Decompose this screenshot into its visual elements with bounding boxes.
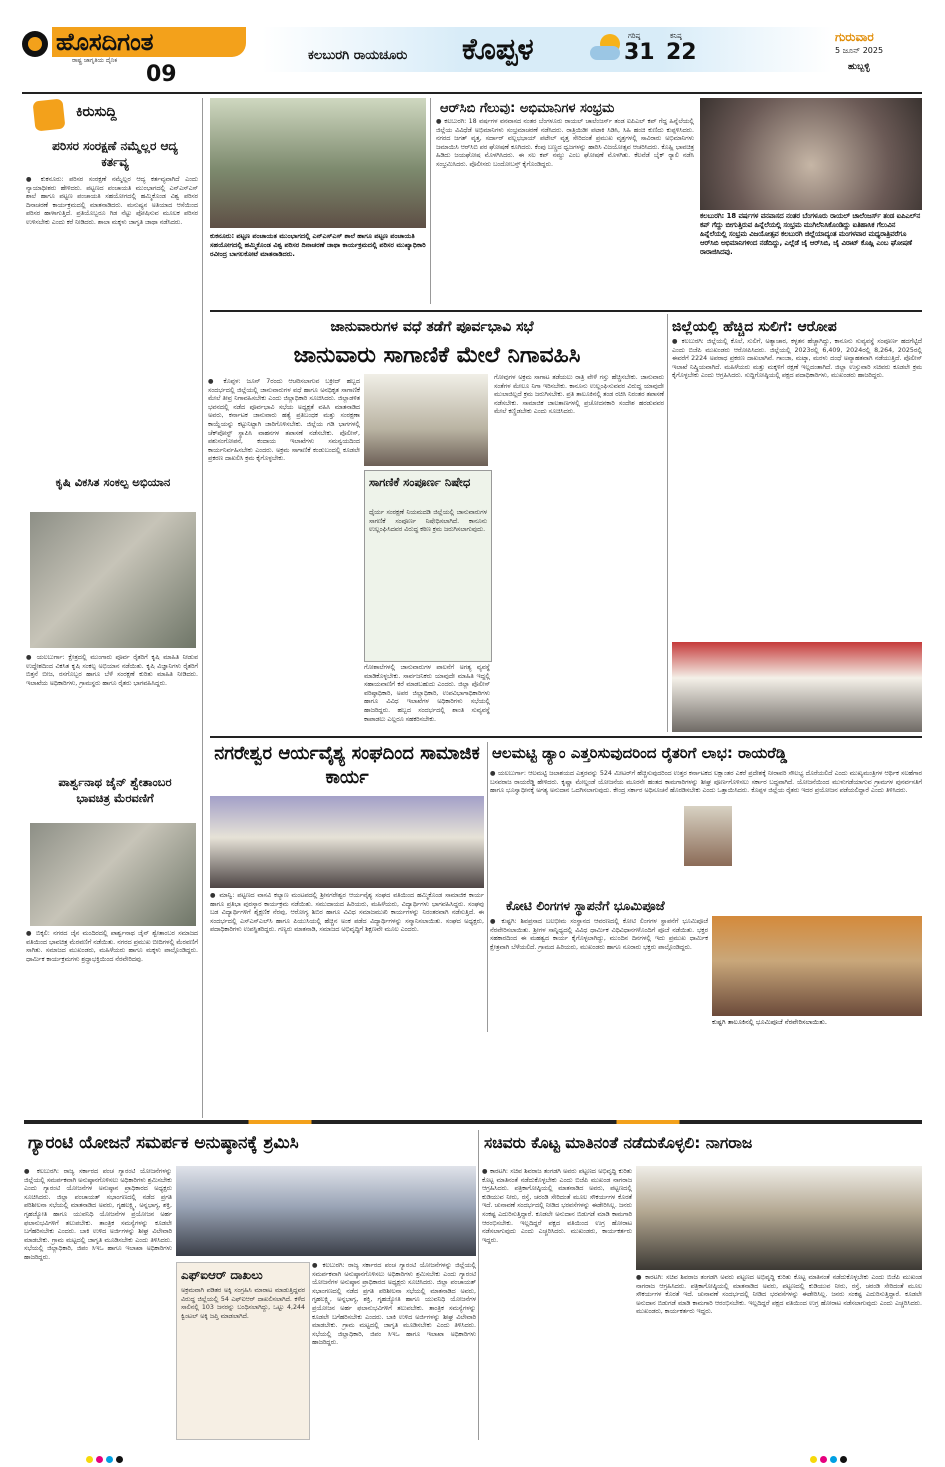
fort-body: ● ಕುಷ್ಟಗಿ: ಶಿವಪ್ರಸಾದ ಬಲಭೀಮ ಸಂಸ್ಥಾನದ ಆವರಣದಲ್ಲಿ ಕೋಟಿ ಲಿಂಗಗಳ ಸ್ಥಾಪನೆಗೆ ಭೂಮಿಪೂಜೆ ನೆರವೇರಿಸಲಾಯಿತು. ಶ್ರೀಗಳ ಸಾನ್ನಿಧ್ಯದಲ್ಲಿ ವಿವಿಧ ಧಾರ್ಮಿಕ ವಿಧಿವಿಧಾನಗಳೊಂದಿಗೆ ಪೂಜೆ ನಡೆಯಿತು. ಭಕ್ತರ ಸಹಕಾರದಿಂದ ಈ ಮಹತ್ವದ ಕಾರ್ಯ ಕೈಗೊಳ್ಳಲಾಗಿದ್ದು, ಮುಂದಿನ ದಿನಗಳಲ್ಲಿ ಇದು ಪ್ರಮುಖ ಧಾರ್ಮಿಕ ಕ್ಷೇತ್ರವಾಗಿ ಬೆಳೆಯಲಿದೆ. ಗ್ರಾಮದ ಹಿರಿಯರು, ಮುಖಂಡರು ಹಾಗೂ ನೂರಾರು ಭಕ್ತರು ಪಾಲ್ಗೊಂಡಿದ್ದರು. — [490, 918, 708, 951]
restriction-box — [364, 470, 492, 662]
brief-3-text: ● ಬಿಕ್ಕಲಿ: ನಗರದ ಜೈನ ಮಂದಿರದಲ್ಲಿ ಪಾರ್ಶ್ವನಾಥ ಜೈನ್ ಶ್ವೇತಾಂಬರ ಸಮಾಜದ ವತಿಯಿಂದ ಭಾವಚಿತ್ರ ಮೆರವಣಿಗೆ ನಡೆಯಿತು. ನಗರದ ಪ್ರಮುಖ ಬೀದಿಗಳಲ್ಲಿ ಮೆರವಣಿಗೆ ಸಾಗಿತು. ಸಮಾಜದ ಮುಖಂಡರು, ಮಹಿಳೆಯರು ಹಾಗೂ ಮಕ್ಕಳು ಪಾಲ್ಗೊಂಡಿದ್ದರು. ಧಾರ್ಮಿಕ ಕಾರ್ಯಕ್ರಮಗಳು ಶ್ರದ್ಧಾಭಕ್ತಿಯಿಂದ ನೆರವೇರಿದವು. — [26, 930, 198, 963]
fir-box-text: ಅಕ್ರಮವಾಗಿ ಪಡಿತರ ಅಕ್ಕಿ ಸಂಗ್ರಹಿಸಿ ಮಾರಾಟ ಮಾಡುತ್ತಿದ್ದವರ ವಿರುದ್ಧ ಜಿಲ್ಲೆಯಲ್ಲಿ 54 ಎಫ್‌ಐಆರ್ ದಾಖಲಿಸಲಾಗಿದೆ. ಕಳೆದ ಸಾಲಿನಲ್ಲಿ 103 ಜನರನ್ನು ಬಂಧಿಸಲಾಗಿದ್ದು, ಒಟ್ಟು 4,244 ಕ್ವಿಂಟಲ್ ಅಕ್ಕಿ ಜಪ್ತಿ ಮಾಡಲಾಗಿದೆ. — [181, 1287, 305, 1320]
weather-icon — [590, 34, 626, 64]
fir-box — [176, 1262, 310, 1440]
cattle-divider — [667, 314, 668, 732]
event-photo — [210, 98, 426, 228]
arya-divider — [487, 742, 488, 1032]
region-label: ಕಲಬುರಗಿ ರಾಯಚೂರು — [308, 48, 408, 63]
rayareddy-photo — [684, 806, 732, 866]
section-rule-2 — [210, 736, 922, 738]
press-meet-photo — [672, 642, 922, 732]
hand-icon — [33, 99, 66, 132]
brand-name: ಹೊಸದಿಗಂತ — [52, 27, 246, 57]
fir-box-title: ಎಫ್‌ಐಆರ್ ದಾಖಲು — [181, 1268, 263, 1282]
min-temp: 22 — [666, 40, 697, 65]
event-photo-caption: ಕುಕನೂರು: ಪಟ್ಟಣ ಪಂಚಾಯತ ಮುಂಭಾಗದಲ್ಲಿ ಎನ್‌ಎಸ್ಎಸ್ ಶಾಲೆ ಹಾಗೂ ಪಟ್ಟಣ ಪಂಚಾಯತಿ ಸಹಯೋಗದಲ್ಲಿ ಹಮ್ಮಿಕೊಂಡ ವಿಶ್ವ ಪರಿಸರ ದಿನಾಚರಣೆ ಜಾಥಾ ಕಾರ್ಯಕ್ರಮದಲ್ಲಿ ಪರಿಸರ ಮುಖ್ಯಾಧಿಕಾರಿ ರವೀಂದ್ರ ಬಾಗಲಕೋಟೆ ಮಾತನಾಡಿದರು. — [210, 232, 426, 258]
crowd-photo-caption: ಕಲಬುರಗಿ: 18 ವರ್ಷಗಳ ವನವಾಸದ ನಂತರ ಬೆಂಗಳೂರು ರಾಯಲ್ ಚಾಲೆಂಜರ್ಸ್ ತಂಡ ಐಪಿಎಲ್‌ನ ಕಪ್ ಗೆದ್ದು ಬೀಗುತ್ತಿರುವ ಹಿನ್ನೆಲೆಯಲ್ಲಿ ಸಂಭ್ರಮ ಮುಗಿಲೆನಿಸಿಕೊಂಡಿದ್ದು ಐತಿಹಾಸಿಕ ಗೆಲುವಿನ ಹಿನ್ನೆಲೆಯಲ್ಲಿ ಸಂಭ್ರಮ ವಿಜಯೋತ್ಸವ ಕಲಬುರಗಿ ಜಿಲ್ಲೆಯಾದ್ಯಂತ ಮಂಗಳವಾರ ಮಧ್ಯರಾತ್ರಿವರೆಗೂ ಆರ್‌ಸಿಬಿ ಅಭಿಮಾನಿಗಳಿಂದ ನಡೆದಿದ್ದು, ಎಲ್ಲೆಡೆ ಜೈ ಆರ್‌ಸಿಬಿ, ಜೈ ವಿರಾಟ್ ಕೊಹ್ಲಿ ಎಂಬ ಘೋಷಣೆ ರಾರಾಜಿಸಿದವು. — [700, 212, 921, 256]
cattle-kicker: ಜಾನುವಾರುಗಳ ವಧೆ ತಡೆಗೆ ಪೂರ್ವಭಾವಿ ಸಭೆ — [330, 319, 534, 335]
brand-emblem-icon — [22, 31, 48, 57]
fort-headline: ಕೋಟಿ ಲಿಂಗಗಳ ಸ್ಥಾಪನೆಗೆ ಭೂಮಿಪೂಜೆ — [506, 898, 665, 913]
min-temp-label: ಕನಿಷ್ಠ — [670, 32, 682, 40]
arya-photo — [210, 796, 484, 888]
cattle-headline: ಜಾನುವಾರು ಸಾಗಾಣಿಕೆ ಮೇಲೆ ನಿಗಾವಹಿಸಿ — [293, 343, 581, 368]
guarantee-body-2: ● ಕಲಬುರಗಿ: ರಾಜ್ಯ ಸರ್ಕಾರದ ಪಂಚ ಗ್ಯಾರಂಟಿ ಯೋಜನೆಗಳನ್ನು ಜಿಲ್ಲೆಯಲ್ಲಿ ಸಮರ್ಪಕವಾಗಿ ಅನುಷ್ಠಾನಗೊಳಿಸಲು ಅಧಿಕಾರಿಗಳು ಶ್ರಮಿಸಬೇಕು ಎಂದು ಗ್ಯಾರಂಟಿ ಯೋಜನೆಗಳ ಅನುಷ್ಠಾನ ಪ್ರಾಧಿಕಾರದ ಅಧ್ಯಕ್ಷರು ಸೂಚಿಸಿದರು. ಜಿಲ್ಲಾ ಪಂಚಾಯತ್ ಸಭಾಂಗಣದಲ್ಲಿ ನಡೆದ ಪ್ರಗತಿ ಪರಿಶೀಲನಾ ಸಭೆಯಲ್ಲಿ ಮಾತನಾಡಿದ ಅವರು, ಗೃಹಲಕ್ಷ್ಮಿ, ಅನ್ನಭಾಗ್ಯ, ಶಕ್ತಿ, ಗೃಹಜ್ಯೋತಿ ಹಾಗೂ ಯುವನಿಧಿ ಯೋಜನೆಗಳ ಪ್ರಯೋಜನ ಅರ್ಹ ಫಲಾನುಭವಿಗಳಿಗೆ ತಲುಪಬೇಕು. ತಾಂತ್ರಿಕ ಸಮಸ್ಯೆಗಳನ್ನು ಕೂಡಲೇ ಬಗೆಹರಿಸಬೇಕು ಎಂದರು. ಬಾಕಿ ಉಳಿದ ಅರ್ಜಿಗಳನ್ನು ಶೀಘ್ರ ವಿಲೇವಾರಿ ಮಾಡಬೇಕು. ಗ್ರಾಮ ಮಟ್ಟದಲ್ಲಿ ಜಾಗೃತಿ ಮೂಡಿಸಬೇಕು ಎಂದು ತಿಳಿಸಿದರು. ಸಭೆಯಲ್ಲಿ ಜಿಲ್ಲಾಧಿಕಾರಿ, ಜಿಪಂ ಸಿಇಒ ಹಾಗೂ ಇಲಾಖಾ ಅಧಿಕಾರಿಗಳು ಹಾಜರಿದ್ದರು. — [312, 1262, 476, 1347]
brand-tagline: ರಾಷ್ಟ್ರ ಜಾಗೃತಿಯ ದೈನಿಕ — [72, 57, 118, 64]
kirusuddi-column — [24, 98, 200, 1098]
registration-marks-right — [810, 1448, 850, 1467]
bottom-divider — [478, 1130, 479, 1440]
page-number: 09 — [146, 62, 177, 87]
kirusuddi-header — [24, 98, 200, 130]
max-temp-label: ಗರಿಷ್ಠ — [628, 32, 641, 40]
masthead — [0, 0, 945, 92]
dam-body: ● ಯಲಬುರ್ಗಾ: ಆಲಮಟ್ಟಿ ಜಲಾಶಯದ ಎತ್ತರವನ್ನು 524 ಮೀಟರ್‌ಗೆ ಹೆಚ್ಚಿಸುವುದರಿಂದ ಉತ್ತರ ಕರ್ನಾಟಕದ ಲಕ್ಷಾಂತರ ಎಕರೆ ಪ್ರದೇಶಕ್ಕೆ ನೀರಾವರಿ ಸೌಲಭ್ಯ ದೊರೆಯಲಿದೆ ಎಂದು ಮುಖ್ಯಮಂತ್ರಿಗಳ ಆರ್ಥಿಕ ಸಲಹೆಗಾರ ಬಸವರಾಜ ರಾಯರೆಡ್ಡಿ ಹೇಳಿದರು. ಕೃಷ್ಣಾ ಮೇಲ್ದಂಡೆ ಯೋಜನೆಯ ಮೂರನೇ ಹಂತದ ಕಾಮಗಾರಿಗಳನ್ನು ಶೀಘ್ರ ಪೂರ್ಣಗೊಳಿಸಲು ಸರ್ಕಾರ ಬದ್ಧವಾಗಿದೆ. ಯೋಜನೆಯಿಂದ ಮುಳುಗಡೆಯಾಗುವ ಗ್ರಾಮಗಳ ಪುನರ್ವಸತಿಗೆ ಹಾಗೂ ಭೂಸ್ವಾಧೀನಕ್ಕೆ ಅಗತ್ಯ ಅನುದಾನ ಒದಗಿಸಲಾಗುವುದು. ಕೇಂದ್ರ ಸರ್ಕಾರ ಅಧಿಸೂಚನೆ ಹೊರಡಿಸಬೇಕು ಎಂದು ಒತ್ತಾಯಿಸಿದರು. ಕೊಪ್ಪಳ ಜಿಲ್ಲೆಯ ರೈತರು ಇದರ ಪ್ರಯೋಜನ ಪಡೆಯಲಿದ್ದಾರೆ ಎಂದು ತಿಳಿಸಿದರು. — [490, 770, 922, 795]
restriction-box-text: ಧೈರ್ಯ ಸಂರಕ್ಷಣೆ ನಿಯಮದಡಿ ಜಿಲ್ಲೆಯಲ್ಲಿ ಜಾನುವಾರುಗಳ ಸಾಗಣಿಕೆ ಸಂಪೂರ್ಣ ನಿಷೇಧಿಸಲಾಗಿದೆ. ಕಾನೂನು ಉಲ್ಲಂಘಿಸಿದವರ ವಿರುದ್ಧ ಕಠಿಣ ಕ್ರಮ ಜರುಗಿಸಲಾಗುವುದು. — [369, 509, 487, 534]
top-story-body: ● ಕಲಬುರಗಿ: 18 ವರ್ಷಗಳ ವನವಾಸದ ನಂತರ ಬೆಂಗಳೂರು ರಾಯಲ್ ಚಾಲೆಂಜರ್ಸ್ ತಂಡ ಐಪಿಎಲ್ ಕಪ್ ಗೆದ್ದ ಹಿನ್ನೆಲೆಯಲ್ಲಿ ಜಿಲ್ಲೆಯ ವಿವಿಧೆಡೆ ಅಭಿಮಾನಿಗಳು ಸಂಭ್ರಮಾಚರಣೆ ನಡೆಸಿದರು. ರಾತ್ರಿಯಿಡೀ ಪಟಾಕಿ ಸಿಡಿಸಿ, ಸಿಹಿ ಹಂಚಿ ಕುಣಿದು ಕುಪ್ಪಳಿಸಿದರು. ನಗರದ ಜಗತ್ ವೃತ್ತ, ಸರ್ದಾರ್ ವಲ್ಲಭಭಾಯ್ ಪಟೇಲ್ ವೃತ್ತ ಸೇರಿದಂತೆ ಪ್ರಮುಖ ವೃತ್ತಗಳಲ್ಲಿ ಸಾವಿರಾರು ಅಭಿಮಾನಿಗಳು ಜಮಾಯಿಸಿ ಆರ್‌ಸಿಬಿ ಪರ ಘೋಷಣೆ ಕೂಗಿದರು. ಕೆಂಪು ಬಣ್ಣದ ಧ್ವಜಗಳನ್ನು ಹಾರಿಸಿ ವಿಜಯೋತ್ಸವ ಆಚರಿಸಿದರು. ಕೊಹ್ಲಿ ಭಾವಚಿತ್ರ ಹಿಡಿದು ಜಯಘೋಷ ಮೊಳಗಿಸಿದರು. ಈ ಸಲ ಕಪ್ ನಮ್ದು ಎಂಬ ಘೋಷಣೆ ಮೊಳಗಿತು. ಕೆಲವೆಡೆ ಬೈಕ್ ರ‍್ಯಾಲಿ ನಡೆಸಿ ಸಂಭ್ರಮಿಸಿದರು. ಪೊಲೀಸರು ಬಂದೋಬಸ್ತ್ ಕೈಗೊಂಡಿದ್ದರು. — [436, 118, 694, 168]
masthead-rule — [22, 92, 922, 94]
brief-2-photo — [30, 512, 196, 648]
brief-3-title: ಪಾರ್ಶ್ವನಾಥ ಜೈನ್ ಶ್ವೇತಾಂಬರ ಭಾವಚಿತ್ರ ಮೆರವಣಿಗೆ — [58, 775, 172, 805]
top-story-divider — [430, 98, 431, 304]
arya-body: ● ಮಾನ್ವಿ: ಪಟ್ಟಣದ ವಾಸವಿ ಕಲ್ಯಾಣ ಮಂಟಪದಲ್ಲಿ ಶ್ರೀನಗರೇಶ್ವರ ಆರ್ಯವೈಶ್ಯ ಸಂಘದ ವತಿಯಿಂದ ಹಮ್ಮಿಕೊಂಡ ಸಾಮಾಜಿಕ ಕಾರ್ಯ ಹಾಗೂ ಪ್ರತಿಭಾ ಪುರಸ್ಕಾರ ಕಾರ್ಯಕ್ರಮ ನಡೆಯಿತು. ಸಮುದಾಯದ ಹಿರಿಯರು, ಮಹಿಳೆಯರು, ವಿದ್ಯಾರ್ಥಿಗಳು ಭಾಗವಹಿಸಿದ್ದರು. ಸಂಘವು ಬಡ ವಿದ್ಯಾರ್ಥಿಗಳಿಗೆ ಶೈಕ್ಷಣಿಕ ನೆರವು, ಆರೋಗ್ಯ ಶಿಬಿರ ಹಾಗೂ ವಿವಿಧ ಸಮಾಜಮುಖಿ ಕಾರ್ಯಗಳನ್ನು ನಿರಂತರವಾಗಿ ನಡೆಸುತ್ತಿದೆ. ಈ ಸಂದರ್ಭದಲ್ಲಿ ಎಸ್ಎಸ್ಎಲ್‌ಸಿ ಹಾಗೂ ಪಿಯುಸಿಯಲ್ಲಿ ಹೆಚ್ಚಿನ ಅಂಕ ಪಡೆದ ವಿದ್ಯಾರ್ಥಿಗಳನ್ನು ಸನ್ಮಾನಿಸಲಾಯಿತು. ಸಂಘದ ಅಧ್ಯಕ್ಷರು, ಪದಾಧಿಕಾರಿಗಳು ಉಪಸ್ಥಿತರಿದ್ದರು. ಗಣ್ಯರು ಮಾತನಾಡಿ, ಸಮಾಜದ ಅಭಿವೃದ್ಧಿಗೆ ಶಿಕ್ಷಣವೇ ಮೂಲ ಎಂದರು. — [210, 892, 484, 934]
cattle-body-2: ಗೋಶಾಲೆಗಳಲ್ಲಿ ಜಾನುವಾರುಗಳ ಪಾಲನೆಗೆ ಅಗತ್ಯ ವ್ಯವಸ್ಥೆ ಮಾಡಿಕೊಳ್ಳಬೇಕು. ಸಾರ್ವಜನಿಕರು ಯಾವುದೇ ಮಾಹಿತಿ ಇದ್ದಲ್ಲಿ ಸಹಾಯವಾಣಿಗೆ ಕರೆ ಮಾಡಬಹುದು ಎಂದರು. ಜಿಲ್ಲಾ ಪೊಲೀಸ್ ವರಿಷ್ಠಾಧಿಕಾರಿ, ಅಪರ ಜಿಲ್ಲಾಧಿಕಾರಿ, ಉಪವಿಭಾಗಾಧಿಕಾರಿಗಳು ಹಾಗೂ ವಿವಿಧ ಇಲಾಖೆಗಳ ಅಧಿಕಾರಿಗಳು ಸಭೆಯಲ್ಲಿ ಹಾಜರಿದ್ದರು. ಹಬ್ಬದ ಸಂದರ್ಭದಲ್ಲಿ ಶಾಂತಿ ಸುವ್ಯವಸ್ಥೆ ಕಾಪಾಡಲು ಎಲ್ಲರೂ ಸಹಕರಿಸಬೇಕು. — [364, 664, 490, 723]
brief-2-title: ಕೃಷಿ ವಿಕಸಿತ ಸಂಕಲ್ಪ ಅಭಿಯಾನ — [55, 475, 171, 489]
cattle-body-1: ● ಕೊಪ್ಪಳ: ಜೂನ್ 7ರಂದು ಆಚರಿಸಲಾಗುವ ಬಕ್ರೀದ್ ಹಬ್ಬದ ಸಂದರ್ಭದಲ್ಲಿ ಜಿಲ್ಲೆಯಲ್ಲಿ ಜಾನುವಾರುಗಳ ವಧೆ ಹಾಗೂ ಅನಧಿಕೃತ ಸಾಗಾಣಿಕೆ ಮೇಲೆ ತೀವ್ರ ನಿಗಾವಹಿಸಬೇಕು ಎಂದು ಜಿಲ್ಲಾಧಿಕಾರಿ ಸೂಚಿಸಿದರು. ಜಿಲ್ಲಾಡಳಿತ ಭವನದಲ್ಲಿ ನಡೆದ ಪೂರ್ವಭಾವಿ ಸಭೆಯ ಅಧ್ಯಕ್ಷತೆ ವಹಿಸಿ ಮಾತನಾಡಿದ ಅವರು, ಕರ್ನಾಟಕ ಜಾನುವಾರು ಹತ್ಯೆ ಪ್ರತಿಬಂಧಕ ಮತ್ತು ಸಂರಕ್ಷಣಾ ಕಾಯ್ದೆಯನ್ನು ಕಟ್ಟುನಿಟ್ಟಾಗಿ ಜಾರಿಗೊಳಿಸಬೇಕು. ಜಿಲ್ಲೆಯ ಗಡಿ ಭಾಗಗಳಲ್ಲಿ ಚೆಕ್‌ಪೋಸ್ಟ್ ಸ್ಥಾಪಿಸಿ ವಾಹನಗಳ ತಪಾಸಣೆ ನಡೆಸಬೇಕು. ಪೊಲೀಸ್, ಪಶುಸಂಗೋಪನೆ, ಕಂದಾಯ ಇಲಾಖೆಗಳು ಸಮನ್ವಯದಿಂದ ಕಾರ್ಯನಿರ್ವಹಿಸಬೇಕು ಎಂದರು. ಅಕ್ರಮ ಸಾಗಾಣಿಕೆ ಕಂಡುಬಂದಲ್ಲಿ ಕೂಡಲೇ ಪ್ರಕರಣ ದಾಖಲಿಸಿ ಕ್ರಮ ಕೈಗೊಳ್ಳಬೇಕು. — [208, 378, 360, 463]
kirusuddi-divider — [202, 98, 203, 1118]
edition-title: ಕೊಪ್ಪಳ — [462, 32, 534, 67]
cattle-body-3: ಗೋವುಗಳ ಅಕ್ರಮ ಸಾಗಾಟ ತಡೆಯಲು ರಾತ್ರಿ ವೇಳೆ ಗಸ್ತು ಹೆಚ್ಚಿಸಬೇಕು. ಜಾನುವಾರು ಸಂತೆಗಳ ಮೇಲೂ ನಿಗಾ ಇರಿಸಬೇಕು. ಕಾನೂನು ಉಲ್ಲಂಘಿಸುವವರ ವಿರುದ್ಧ ಯಾವುದೇ ಮುಲಾಜಿಲ್ಲದೆ ಕ್ರಮ ಜರುಗಿಸಬೇಕು. ಪ್ರತಿ ತಾಲೂಕಿನಲ್ಲಿ ತಂಡ ರಚಿಸಿ ನಿರಂತರ ತಪಾಸಣೆ ನಡೆಸಬೇಕು. ಸಾಮಾಜಿಕ ಜಾಲತಾಣಗಳಲ್ಲಿ ಪ್ರಚೋದನಕಾರಿ ಸಂದೇಶ ಹರಡುವವರ ಮೇಲೆ ಕಣ್ಣಿಡಬೇಕು ಎಂದು ಸೂಚಿಸಿದರು. — [494, 374, 664, 416]
fort-photo — [712, 916, 922, 1016]
guarantee-headline: ಗ್ಯಾರಂಟಿ ಯೋಜನೆ ಸಮರ್ಪಕ ಅನುಷ್ಠಾನಕ್ಕೆ ಶ್ರಮಿಸಿ — [28, 1133, 299, 1153]
brief-3-photo — [30, 823, 196, 926]
section-rule-1 — [210, 310, 922, 312]
crowd-photo — [700, 98, 922, 210]
day-label: ಗುರುವಾರ — [835, 30, 874, 44]
minister-body: ● ಕಾರಟಗಿ: ಸಚಿವ ಶಿವರಾಜ ತಂಗಡಗಿ ಅವರು ಪಟ್ಟಣದ ಅಭಿವೃದ್ಧಿ ಕುರಿತು ಕೊಟ್ಟ ಮಾತಿನಂತೆ ನಡೆದುಕೊಳ್ಳಬೇಕು ಎಂದು ಬಿಜೆಪಿ ಮುಖಂಡ ನಾಗರಾಜ ಆಗ್ರಹಿಸಿದರು. ಪತ್ರಿಕಾಗೋಷ್ಠಿಯಲ್ಲಿ ಮಾತನಾಡಿದ ಅವರು, ಪಟ್ಟಣದಲ್ಲಿ ಕುಡಿಯುವ ನೀರು, ರಸ್ತೆ, ಚರಂಡಿ ಸೇರಿದಂತೆ ಮೂಲ ಸೌಕರ್ಯಗಳ ಕೊರತೆ ಇದೆ. ಚುನಾವಣೆ ಸಂದರ್ಭದಲ್ಲಿ ನೀಡಿದ ಭರವಸೆಗಳನ್ನು ಈಡೇರಿಸಿಲ್ಲ. ಜನರು ಸಂಕಷ್ಟ ಎದುರಿಸುತ್ತಿದ್ದಾರೆ. ಕೂಡಲೇ ಅನುದಾನ ಬಿಡುಗಡೆ ಮಾಡಿ ಕಾಮಗಾರಿ ಆರಂಭಿಸಬೇಕು. ಇಲ್ಲದಿದ್ದರೆ ಪಕ್ಷದ ವತಿಯಿಂದ ಉಗ್ರ ಹೋರಾಟ ನಡೆಸಲಾಗುವುದು ಎಂದು ಎಚ್ಚರಿಸಿದರು. ಮುಖಂಡರು, ಕಾರ್ಯಕರ್ತರು ಇದ್ದರು. — [482, 1168, 632, 1244]
guarantee-photo — [176, 1166, 476, 1256]
registration-marks-left — [86, 1448, 126, 1467]
dam-headline: ಆಲಮಟ್ಟಿ ಡ್ಯಾಂ ಎತ್ತರಿಸುವುದರಿಂದ ರೈತರಿಗೆ ಲಾಭ: ರಾಯರೆಡ್ಡಿ — [492, 744, 788, 762]
brief-1-text: ● ಕುಕನೂರು: ಪರಿಸರ ಸಂರಕ್ಷಣೆ ನಮ್ಮೆಲ್ಲರ ಆದ್ಯ ಕರ್ತವ್ಯವಾಗಿದೆ ಎಂದು ನ್ಯಾಯಾಧೀಶರು ಹೇಳಿದರು. ಪಟ್ಟಣದ ಪಂಚಾಯತಿ ಮುಂಭಾಗದಲ್ಲಿ ಎನ್‌ಎಸ್ಎಸ್ ಶಾಲೆ ಹಾಗೂ ಪಟ್ಟಣ ಪಂಚಾಯತಿ ಸಹಯೋಗದಲ್ಲಿ ಹಮ್ಮಿಕೊಂಡ ವಿಶ್ವ ಪರಿಸರ ದಿನಾಚರಣೆ ಕಾರ್ಯಕ್ರಮದಲ್ಲಿ ಮಾತನಾಡಿದರು. ಮನುಷ್ಯನ ಅತಿಯಾದ ಆಸೆಯಿಂದ ಪರಿಸರ ಹಾಳಾಗುತ್ತಿದೆ. ಪ್ರತಿಯೊಬ್ಬರೂ ಗಿಡ ನೆಟ್ಟು ಪೋಷಿಸುವ ಮೂಲಕ ಪರಿಸರ ಉಳಿಸಬೇಕು ಎಂದು ಕರೆ ನೀಡಿದರು. ಶಾಲಾ ಮಕ್ಕಳು ಜಾಗೃತಿ ಜಾಥಾ ನಡೆಸಿದರು. — [26, 176, 198, 226]
brief-2-text: ● ಯಲಬುರ್ಗಾ: ಕ್ಷೇತ್ರದಲ್ಲಿ ಮುಂಗಾರು ಪೂರ್ವ ರೈತರಿಗೆ ಕೃಷಿ ಮಾಹಿತಿ ನೀಡುವ ಉದ್ದೇಶದಿಂದ ವಿಕಸಿತ ಕೃಷಿ ಸಂಕಲ್ಪ ಅಭಿಯಾನ ನಡೆಯಿತು. ಕೃಷಿ ವಿಜ್ಞಾನಿಗಳು ರೈತರಿಗೆ ಬಿತ್ತನೆ ಬೀಜ, ರಸಗೊಬ್ಬರ ಹಾಗೂ ಬೆಳೆ ಸಂರಕ್ಷಣೆ ಕುರಿತು ಮಾಹಿತಿ ನೀಡಿದರು. ಇಲಾಖೆಯ ಅಧಿಕಾರಿಗಳು, ಗ್ರಾಮಸ್ಥರು ಹಾಗೂ ರೈತರು ಭಾಗವಹಿಸಿದ್ದರು. — [26, 654, 198, 687]
minister-photo — [636, 1166, 922, 1270]
arya-headline: ನಗರೇಶ್ವರ ಆರ್ಯವೈಶ್ಯ ಸಂಘದಿಂದ ಸಾಮಾಜಿಕ ಕಾರ್ಯ — [214, 743, 480, 788]
brief-1-title: ಪರಿಸರ ಸಂರಕ್ಷಣೆ ನಮ್ಮೆಲ್ಲರ ಆದ್ಯ ಕರ್ತವ್ಯ — [52, 139, 178, 169]
city-label: ಹುಬ್ಬಳ್ಳಿ — [848, 62, 870, 72]
minister-headline: ಸಚಿವರು ಕೊಟ್ಟ ಮಾತಿನಂತೆ ನಡೆದುಕೊಳ್ಳಲಿ: ನಾಗರಾಜ — [484, 1134, 753, 1152]
fort-caption: ಕುಷ್ಟಗಿ ತಾಲೂಕಿನಲ್ಲಿ ಭೂಮಿಪೂಜೆ ನೆರವೇರಿಸಲಾಯಿತು. — [712, 1018, 827, 1026]
date-label: 5 ಜೂನ್ 2025 — [835, 46, 884, 55]
max-temp: 31 — [624, 40, 655, 65]
kirusuddi-label: ಕಿರುಸುದ್ದಿ — [76, 104, 117, 120]
restriction-box-title: ಸಾಗಣಿಕೆ ಸಂಪೂರ್ಣ ನಿಷೇಧ — [369, 475, 471, 489]
minister-body-2: ● ಕಾರಟಗಿ: ಸಚಿವ ಶಿವರಾಜ ತಂಗಡಗಿ ಅವರು ಪಟ್ಟಣದ ಅಭಿವೃದ್ಧಿ ಕುರಿತು ಕೊಟ್ಟ ಮಾತಿನಂತೆ ನಡೆದುಕೊಳ್ಳಬೇಕು ಎಂದು ಬಿಜೆಪಿ ಮುಖಂಡ ನಾಗರಾಜ ಆಗ್ರಹಿಸಿದರು. ಪತ್ರಿಕಾಗೋಷ್ಠಿಯಲ್ಲಿ ಮಾತನಾಡಿದ ಅವರು, ಪಟ್ಟಣದಲ್ಲಿ ಕುಡಿಯುವ ನೀರು, ರಸ್ತೆ, ಚರಂಡಿ ಸೇರಿದಂತೆ ಮೂಲ ಸೌಕರ್ಯಗಳ ಕೊರತೆ ಇದೆ. ಚುನಾವಣೆ ಸಂದರ್ಭದಲ್ಲಿ ನೀಡಿದ ಭರವಸೆಗಳನ್ನು ಈಡೇರಿಸಿಲ್ಲ. ಜನರು ಸಂಕಷ್ಟ ಎದುರಿಸುತ್ತಿದ್ದಾರೆ. ಕೂಡಲೇ ಅನುದಾನ ಬಿಡುಗಡೆ ಮಾಡಿ ಕಾಮಗಾರಿ ಆರಂಭಿಸಬೇಕು. ಇಲ್ಲದಿದ್ದರೆ ಪಕ್ಷದ ವತಿಯಿಂದ ಉಗ್ರ ಹೋರಾಟ ನಡೆಸಲಾಗುವುದು ಎಂದು ಎಚ್ಚರಿಸಿದರು. ಮುಖಂಡರು, ಕಾರ್ಯಕರ್ತರು ಇದ್ದರು. — [636, 1274, 922, 1316]
meeting-photo — [364, 374, 488, 466]
top-story-headline: ಆರ್‌ಸಿಬಿ ಗೆಲುವು: ಅಭಿಮಾನಿಗಳ ಸಂಭ್ರಮ — [440, 101, 615, 116]
guarantee-body: ● ಕಲಬುರಗಿ: ರಾಜ್ಯ ಸರ್ಕಾರದ ಪಂಚ ಗ್ಯಾರಂಟಿ ಯೋಜನೆಗಳನ್ನು ಜಿಲ್ಲೆಯಲ್ಲಿ ಸಮರ್ಪಕವಾಗಿ ಅನುಷ್ಠಾನಗೊಳಿಸಲು ಅಧಿಕಾರಿಗಳು ಶ್ರಮಿಸಬೇಕು ಎಂದು ಗ್ಯಾರಂಟಿ ಯೋಜನೆಗಳ ಅನುಷ್ಠಾನ ಪ್ರಾಧಿಕಾರದ ಅಧ್ಯಕ್ಷರು ಸೂಚಿಸಿದರು. ಜಿಲ್ಲಾ ಪಂಚಾಯತ್ ಸಭಾಂಗಣದಲ್ಲಿ ನಡೆದ ಪ್ರಗತಿ ಪರಿಶೀಲನಾ ಸಭೆಯಲ್ಲಿ ಮಾತನಾಡಿದ ಅವರು, ಗೃಹಲಕ್ಷ್ಮಿ, ಅನ್ನಭಾಗ್ಯ, ಶಕ್ತಿ, ಗೃಹಜ್ಯೋತಿ ಹಾಗೂ ಯುವನಿಧಿ ಯೋಜನೆಗಳ ಪ್ರಯೋಜನ ಅರ್ಹ ಫಲಾನುಭವಿಗಳಿಗೆ ತಲುಪಬೇಕು. ತಾಂತ್ರಿಕ ಸಮಸ್ಯೆಗಳನ್ನು ಕೂಡಲೇ ಬಗೆಹರಿಸಬೇಕು ಎಂದರು. ಬಾಕಿ ಉಳಿದ ಅರ್ಜಿಗಳನ್ನು ಶೀಘ್ರ ವಿಲೇವಾರಿ ಮಾಡಬೇಕು. ಗ್ರಾಮ ಮಟ್ಟದಲ್ಲಿ ಜಾಗೃತಿ ಮೂಡಿಸಬೇಕು ಎಂದು ತಿಳಿಸಿದರು. ಸಭೆಯಲ್ಲಿ ಜಿಲ್ಲಾಧಿಕಾರಿ, ಜಿಪಂ ಸಿಇಒ ಹಾಗೂ ಇಲಾಖಾ ಅಧಿಕಾರಿಗಳು ಹಾಜರಿದ್ದರು. — [24, 1168, 172, 1261]
brand-logo[interactable] — [22, 27, 202, 63]
theft-body: ● ಕಲಬುರಗಿ: ಜಿಲ್ಲೆಯಲ್ಲಿ ಕೊಲೆ, ಸುಲಿಗೆ, ಅತ್ಯಾಚಾರ, ಕಳ್ಳತನ ಹೆಚ್ಚಾಗಿದ್ದು, ಕಾನೂನು ಸುವ್ಯವಸ್ಥೆ ಸಂಪೂರ್ಣ ಹದಗೆಟ್ಟಿದೆ ಎಂದು ಬಿಜೆಪಿ ಮುಖಂಡರು ಆರೋಪಿಸಿದರು. ಜಿಲ್ಲೆಯಲ್ಲಿ 2023ರಲ್ಲಿ 6,409, 2024ರಲ್ಲಿ 8,264, 2025ರಲ್ಲಿ ಈವರೆಗೆ 2224 ಅಪರಾಧ ಪ್ರಕರಣ ದಾಖಲಾಗಿವೆ. ಗಾಂಜಾ, ಮಟ್ಕಾ, ಮರಳು ದಂಧೆ ಅವ್ಯಾಹತವಾಗಿ ನಡೆಯುತ್ತಿದೆ. ಪೊಲೀಸ್ ಇಲಾಖೆ ನಿಷ್ಕ್ರಿಯವಾಗಿದೆ. ಮಹಿಳೆಯರು ಮತ್ತು ಮಕ್ಕಳಿಗೆ ರಕ್ಷಣೆ ಇಲ್ಲದಂತಾಗಿದೆ. ಜಿಲ್ಲಾ ಉಸ್ತುವಾರಿ ಸಚಿವರು ಕೂಡಲೇ ಕ್ರಮ ಕೈಗೊಳ್ಳಬೇಕು ಎಂದು ಆಗ್ರಹಿಸಿದರು. ಸುದ್ದಿಗೋಷ್ಠಿಯಲ್ಲಿ ಪಕ್ಷದ ಪದಾಧಿಕಾರಿಗಳು, ಮುಖಂಡರು ಹಾಜರಿದ್ದರು. — [672, 338, 922, 380]
theft-headline: ಜಿಲ್ಲೆಯಲ್ಲಿ ಹೆಚ್ಚಿದ ಸುಲಿಗೆ: ಆರೋಪ — [672, 319, 837, 335]
bottom-accent-bar — [24, 1120, 922, 1124]
